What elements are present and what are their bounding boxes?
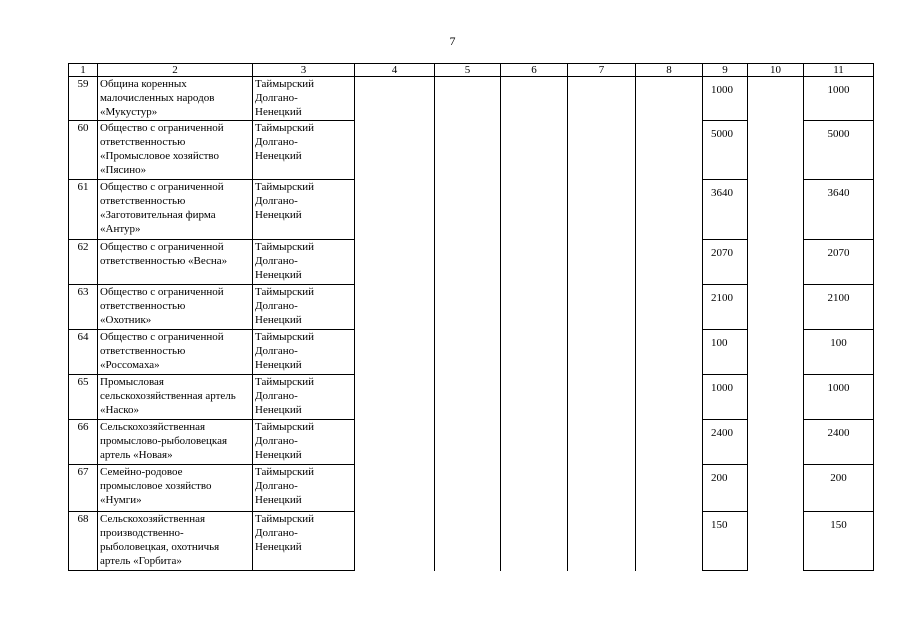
empty-cell (501, 77, 568, 121)
data-table (68, 63, 874, 571)
cell-line: Ненецкий (255, 541, 302, 553)
cell-line: Общество с ограниченной (100, 181, 224, 193)
column-9-value: 2100 (711, 292, 733, 304)
row-number: 67 (77, 466, 89, 478)
empty-cell (568, 240, 636, 285)
cell-line: артель «Горбита» (100, 555, 182, 567)
organization-name-cell (98, 121, 253, 180)
empty-cell (355, 375, 435, 420)
column-11-value: 5000 (827, 128, 850, 140)
row-number-cell (69, 512, 98, 571)
cell-line: «Пясино» (100, 164, 147, 176)
empty-cell (501, 465, 568, 512)
empty-cell (568, 77, 636, 121)
empty-cell (568, 375, 636, 420)
column-11-cell (804, 121, 874, 180)
empty-cell (501, 512, 568, 571)
cell-line: Долгано- (255, 136, 298, 148)
cell-line: Таймырский (255, 181, 315, 193)
empty-cell (748, 465, 804, 512)
empty-cell (568, 420, 636, 465)
column-9-value: 2400 (711, 427, 733, 439)
cell-line: «Антур» (100, 223, 141, 235)
empty-cell (636, 420, 703, 465)
region-cell (253, 375, 355, 420)
column-9-cell (703, 420, 748, 465)
row-number-cell (69, 375, 98, 420)
empty-cell (435, 240, 501, 285)
empty-cell (355, 330, 435, 375)
column-header: 10 (748, 64, 804, 77)
column-header: 2 (98, 64, 253, 77)
column-11-cell (804, 375, 874, 420)
cell-line: Таймырский (255, 513, 315, 525)
cell-line: Долгано- (255, 195, 298, 207)
column-header: 6 (501, 64, 568, 77)
table-row (69, 375, 874, 420)
cell-line: Долгано- (255, 435, 298, 447)
cell-line: Ненецкий (255, 449, 302, 461)
cell-line: Таймырский (255, 421, 315, 433)
table-row (69, 465, 874, 512)
region-cell (253, 512, 355, 571)
column-9-value: 2070 (711, 247, 733, 259)
column-9-cell (703, 330, 748, 375)
table-row (69, 180, 874, 240)
empty-cell (355, 180, 435, 240)
empty-cell (501, 180, 568, 240)
organization-name-cell (98, 465, 253, 512)
organization-name-cell (98, 240, 253, 285)
column-11-value: 100 (830, 337, 847, 349)
column-header: 11 (804, 64, 874, 77)
cell-line: промысловое хозяйство (100, 480, 212, 492)
row-number-cell (69, 240, 98, 285)
empty-cell (435, 180, 501, 240)
empty-cell (501, 375, 568, 420)
column-header: 8 (636, 64, 703, 77)
cell-line: ответственностью (100, 345, 186, 357)
column-11-cell (804, 285, 874, 330)
empty-cell (748, 77, 804, 121)
empty-cell (435, 330, 501, 375)
cell-line: Ненецкий (255, 314, 302, 326)
empty-cell (435, 285, 501, 330)
empty-cell (435, 512, 501, 571)
empty-cell (748, 330, 804, 375)
cell-line: Долгано- (255, 480, 298, 492)
column-11-value: 150 (830, 519, 847, 531)
table-row (69, 330, 874, 375)
page-number: 7 (449, 34, 456, 48)
empty-cell (748, 121, 804, 180)
cell-line: «Охотник» (100, 314, 152, 326)
empty-cell (748, 512, 804, 571)
empty-cell (501, 121, 568, 180)
row-number: 63 (77, 286, 89, 298)
empty-cell (435, 420, 501, 465)
cell-line: ответственностью (100, 300, 186, 312)
cell-line: Ненецкий (255, 494, 302, 506)
empty-cell (636, 180, 703, 240)
cell-line: артель «Новая» (100, 449, 173, 461)
row-number-cell (69, 180, 98, 240)
organization-name-cell (98, 375, 253, 420)
column-11-value: 1000 (827, 84, 850, 96)
empty-cell (568, 512, 636, 571)
cell-line: ответственностью (100, 136, 186, 148)
column-header: 5 (435, 64, 501, 77)
column-9-cell (703, 285, 748, 330)
cell-line: промыслово-рыболовецкая (100, 435, 228, 447)
row-number: 60 (77, 122, 89, 134)
row-number: 65 (77, 376, 89, 388)
row-number: 62 (77, 241, 89, 253)
row-number-cell (69, 121, 98, 180)
empty-cell (568, 465, 636, 512)
region-cell (253, 180, 355, 240)
cell-line: Ненецкий (255, 150, 302, 162)
cell-line: Ненецкий (255, 209, 302, 221)
column-header: 4 (355, 64, 435, 77)
organization-name-cell (98, 285, 253, 330)
cell-line: Семейно-родовое (100, 466, 183, 478)
column-9-value: 5000 (711, 128, 733, 140)
column-11-cell (804, 420, 874, 465)
table-row (69, 77, 874, 121)
empty-cell (748, 285, 804, 330)
region-cell (253, 330, 355, 375)
empty-cell (636, 77, 703, 121)
cell-line: ответственностью «Весна» (100, 255, 228, 267)
column-9-value: 150 (711, 519, 728, 531)
cell-line: «Мукустур» (100, 106, 158, 118)
organization-name-cell (98, 77, 253, 121)
empty-cell (355, 465, 435, 512)
column-header: 9 (703, 64, 748, 77)
column-9-value: 1000 (711, 382, 733, 394)
cell-line: Долгано- (255, 300, 298, 312)
cell-line: Ненецкий (255, 106, 302, 118)
empty-cell (501, 285, 568, 330)
column-9-cell (703, 77, 748, 121)
column-11-cell (804, 240, 874, 285)
cell-line: Сельскохозяйственная (100, 421, 206, 433)
column-11-value: 200 (830, 472, 847, 484)
empty-cell (748, 180, 804, 240)
column-9-value: 100 (711, 337, 728, 349)
row-number-cell (69, 285, 98, 330)
empty-cell (501, 240, 568, 285)
table-row (69, 121, 874, 180)
cell-line: Сельскохозяйственная (100, 513, 206, 525)
cell-line: «Нумги» (100, 494, 142, 506)
column-header: 1 (69, 64, 98, 77)
empty-cell (568, 285, 636, 330)
cell-line: Общество с ограниченной (100, 331, 224, 343)
header-row (69, 64, 874, 77)
column-11-cell (804, 512, 874, 571)
cell-line: производственно- (100, 527, 184, 539)
column-11-value: 2100 (827, 292, 850, 304)
cell-line: Общество с ограниченной (100, 286, 224, 298)
column-header: 3 (253, 64, 355, 77)
column-11-value: 3640 (827, 187, 850, 199)
column-11-value: 2070 (827, 247, 850, 259)
row-number: 61 (77, 181, 89, 193)
empty-cell (435, 465, 501, 512)
cell-line: Таймырский (255, 331, 315, 343)
cell-line: «Промысловое хозяйство (100, 150, 220, 162)
table-row (69, 240, 874, 285)
empty-cell (636, 240, 703, 285)
empty-cell (568, 330, 636, 375)
empty-cell (355, 285, 435, 330)
cell-line: сельскохозяйственная артель (100, 390, 236, 402)
cell-line: Таймырский (255, 122, 315, 134)
column-header: 7 (568, 64, 636, 77)
cell-line: Ненецкий (255, 269, 302, 281)
cell-line: Долгано- (255, 255, 298, 267)
empty-cell (568, 121, 636, 180)
region-cell (253, 77, 355, 121)
cell-line: Общество с ограниченной (100, 241, 224, 253)
column-9-value: 1000 (711, 84, 733, 96)
row-number: 64 (77, 331, 89, 343)
empty-cell (636, 512, 703, 571)
cell-line: ответственностью (100, 195, 186, 207)
table-row (69, 420, 874, 465)
organization-name-cell (98, 180, 253, 240)
empty-cell (636, 330, 703, 375)
table-row (69, 512, 874, 571)
column-9-cell (703, 465, 748, 512)
cell-line: Таймырский (255, 78, 315, 90)
cell-line: Общество с ограниченной (100, 122, 224, 134)
empty-cell (355, 77, 435, 121)
column-11-value: 2400 (827, 427, 850, 439)
empty-cell (568, 180, 636, 240)
empty-cell (355, 121, 435, 180)
cell-line: Ненецкий (255, 404, 302, 416)
region-cell (253, 121, 355, 180)
column-11-cell (804, 330, 874, 375)
empty-cell (355, 512, 435, 571)
row-number: 66 (77, 421, 89, 433)
region-cell (253, 240, 355, 285)
cell-line: Таймырский (255, 286, 315, 298)
cell-line: рыболовецкая, охотничья (100, 541, 220, 553)
empty-cell (355, 420, 435, 465)
column-11-cell (804, 77, 874, 121)
empty-cell (501, 330, 568, 375)
region-cell (253, 285, 355, 330)
row-number-cell (69, 330, 98, 375)
column-11-cell (804, 180, 874, 240)
column-9-cell (703, 512, 748, 571)
column-9-value: 200 (711, 472, 728, 484)
row-number-cell (69, 465, 98, 512)
cell-line: Ненецкий (255, 359, 302, 371)
empty-cell (748, 375, 804, 420)
empty-cell (636, 465, 703, 512)
column-9-cell (703, 240, 748, 285)
column-9-value: 3640 (711, 187, 733, 199)
empty-cell (435, 77, 501, 121)
cell-line: Долгано- (255, 345, 298, 357)
cell-line: «Наско» (100, 404, 139, 416)
empty-cell (501, 420, 568, 465)
organization-name-cell (98, 330, 253, 375)
cell-line: «Россомаха» (100, 359, 160, 371)
column-11-cell (804, 465, 874, 512)
cell-line: Таймырский (255, 376, 315, 388)
cell-line: Долгано- (255, 527, 298, 539)
empty-cell (748, 240, 804, 285)
column-11-value: 1000 (827, 382, 850, 394)
region-cell (253, 420, 355, 465)
cell-line: Таймырский (255, 241, 315, 253)
empty-cell (435, 375, 501, 420)
empty-cell (748, 420, 804, 465)
empty-cell (636, 121, 703, 180)
cell-line: малочисленных народов (100, 92, 215, 104)
row-number-cell (69, 77, 98, 121)
cell-line: Промысловая (100, 376, 164, 388)
column-9-cell (703, 121, 748, 180)
empty-cell (435, 121, 501, 180)
organization-name-cell (98, 420, 253, 465)
cell-line: Долгано- (255, 390, 298, 402)
cell-line: Долгано- (255, 92, 298, 104)
empty-cell (636, 285, 703, 330)
table-row (69, 285, 874, 330)
column-9-cell (703, 375, 748, 420)
organization-name-cell (98, 512, 253, 571)
row-number: 59 (77, 78, 89, 90)
empty-cell (636, 375, 703, 420)
cell-line: Община коренных (100, 78, 187, 90)
cell-line: Таймырский (255, 466, 315, 478)
empty-cell (355, 240, 435, 285)
column-9-cell (703, 180, 748, 240)
region-cell (253, 465, 355, 512)
row-number-cell (69, 420, 98, 465)
cell-line: «Заготовительная фирма (100, 209, 216, 221)
row-number: 68 (77, 513, 89, 525)
